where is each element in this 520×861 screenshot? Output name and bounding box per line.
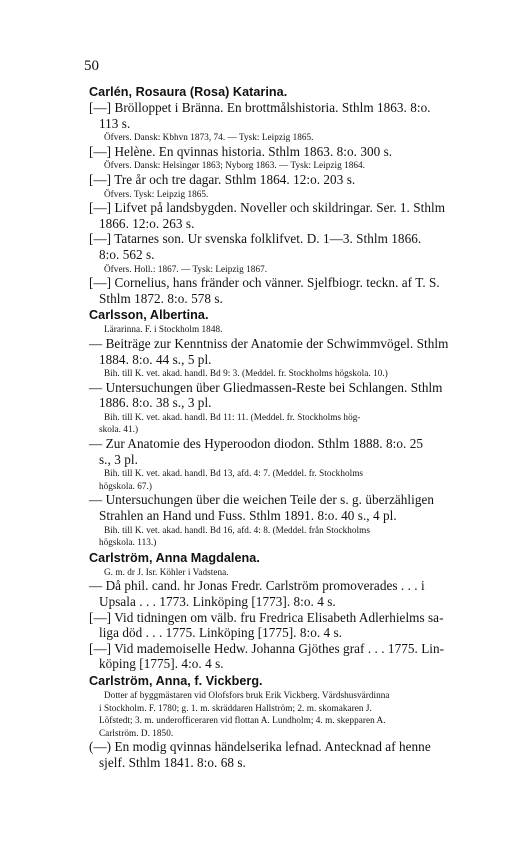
note-line: Löfstedt; 3. m. underofficeraren vid flottan A. Lundholm; 4. m. skepparen A. bbox=[99, 715, 386, 726]
entry-line: [—] Tatarnes son. Ur svenska folklifvet. D. 1—3. Sthlm 1866. bbox=[89, 231, 422, 247]
entry-line: Upsala . . . 1773. Linköping [1773]. 8:o. 4 s. bbox=[99, 594, 336, 609]
entry-line: 113 s. bbox=[99, 115, 131, 131]
entry-heading: Carlström, Anna Magdalena. bbox=[89, 550, 260, 565]
note-line: Carlström. D. 1850. bbox=[99, 727, 174, 738]
entry-line: — Zur Anatomie des Hyperoodon diodon. Sthlm 1888. 8:o. 25 bbox=[89, 436, 423, 452]
entry-line: 1866. 12:o. 263 s. bbox=[99, 215, 195, 231]
entry-line: — Då phil. cand. hr Jonas Fredr. Carlström promoverades . . . i bbox=[89, 578, 425, 594]
entry-line: köping [1775]. 4:o. 4 s. bbox=[99, 656, 224, 672]
entry-line: (—) En modig qvinnas händelserika lefnad. Antecknad af henne bbox=[89, 739, 431, 755]
entry-heading: Carlsson, Albertina. bbox=[89, 308, 209, 323]
note-line: skola. 41.) bbox=[99, 424, 139, 435]
note-line: högskola. 67.) bbox=[99, 480, 153, 491]
entry-line: [—] Vid tidningen om välb. fru Fredrica Elisabeth Adlerhielms sa- bbox=[89, 609, 444, 625]
entry-line: [—] Brölloppet i Bränna. En brottmålshistoria. Sthlm 1863. 8:o. bbox=[89, 100, 431, 115]
note-line: Dotter af byggmästaren vid Olofsfors bruk Erik Vickberg. Värdshusvärdinna bbox=[104, 689, 390, 700]
entry-line: [—] Tre år och tre dagar. Sthlm 1864. 12:o. 203 s. bbox=[89, 171, 356, 187]
note-line: Öfvers. Holl.: 1867. — Tysk: Leipzig 1867. bbox=[104, 263, 268, 274]
note-line: Öfvers. Tysk: Leipzig 1865. bbox=[104, 188, 209, 199]
note-line: Öfvers. Dansk: Kbhvn 1873, 74. — Tysk: Leipzig 1865. bbox=[104, 132, 314, 143]
note-line: Lärarinna. F. i Stockholm 1848. bbox=[104, 324, 223, 335]
entry-line: liga död . . . 1775. Linköping [1775]. 8:o. 4 s. bbox=[99, 625, 343, 641]
note-line: G. m. dr J. Isr. Köhler i Vadstena. bbox=[104, 566, 229, 577]
note-line: Bih. till K. vet. akad. handl. Bd 11: 11. (Meddel. fr. Stockholms hög- bbox=[104, 411, 361, 422]
note-line: Bih. till K. vet. akad. handl. Bd 16, afd. 4: 8. (Meddel. från Stockholms bbox=[104, 524, 370, 535]
entry-line: sjelf. Sthlm 1841. 8:o. 68 s. bbox=[99, 754, 246, 770]
entry-line: [—] Vid mademoiselle Hedw. Johanna Gjöthes graf . . . 1775. Lin- bbox=[89, 640, 445, 656]
entry-line: 1886. 8:o. 38 s., 3 pl. bbox=[99, 395, 212, 411]
note-line: Bih. till K. vet. akad. handl. Bd 9: 3. (Meddel. fr. Stockholms högskola. 10.) bbox=[104, 368, 388, 379]
note-line: Öfvers. Dansk: Helsingør 1863; Nyborg 1863. — Tysk: Leipzig 1864. bbox=[104, 160, 366, 171]
page-number: 50 bbox=[84, 58, 99, 74]
entry-line: Strahlen an Hand und Fuss. Sthlm 1891. 8:o. 40 s., 4 pl. bbox=[99, 508, 397, 524]
entry-line: 8:o. 562 s. bbox=[99, 246, 155, 262]
entry-line: — Beiträge zur Kenntniss der Anatomie der Schwimmvögel. Sthlm bbox=[89, 335, 449, 351]
entry-line: s., 3 pl. bbox=[99, 451, 138, 467]
entry-heading: Carlström, Anna, f. Vickberg. bbox=[89, 673, 263, 688]
entry-line: [—] Cornelius, hans fränder och vänner. Sjelfbiogr. teckn. af T. S. bbox=[89, 275, 440, 291]
entry-line: Sthlm 1872. 8:o. 578 s. bbox=[99, 290, 223, 306]
entry-heading: Carlén, Rosaura (Rosa) Katarina. bbox=[89, 85, 288, 99]
entry-line: — Untersuchungen über die weichen Teile der s. g. überzähligen bbox=[89, 492, 435, 508]
entry-line: 1884. 8:o. 44 s., 5 pl. bbox=[99, 351, 212, 367]
note-line: högskola. 113.) bbox=[99, 537, 157, 548]
entry-line: [—] Helène. En qvinnas historia. Sthlm 1863. 8:o. 300 s. bbox=[89, 143, 393, 159]
note-line: Bih. till K. vet. akad. handl. Bd 13, afd. 4: 7. (Meddel. fr. Stockholms bbox=[104, 468, 364, 479]
bibliography-text bbox=[89, 83, 507, 771]
entry-line: [—] Lifvet på landsbygden. Noveller och skildringar. Ser. 1. Sthlm bbox=[89, 200, 445, 216]
entry-line: — Untersuchungen über Gliedmassen-Reste bei Schlangen. Sthlm bbox=[89, 379, 443, 395]
note-line: i Stockholm. F. 1780; g. 1. m. skräddaren Hallström; 2. m. skomakaren J. bbox=[99, 702, 372, 713]
